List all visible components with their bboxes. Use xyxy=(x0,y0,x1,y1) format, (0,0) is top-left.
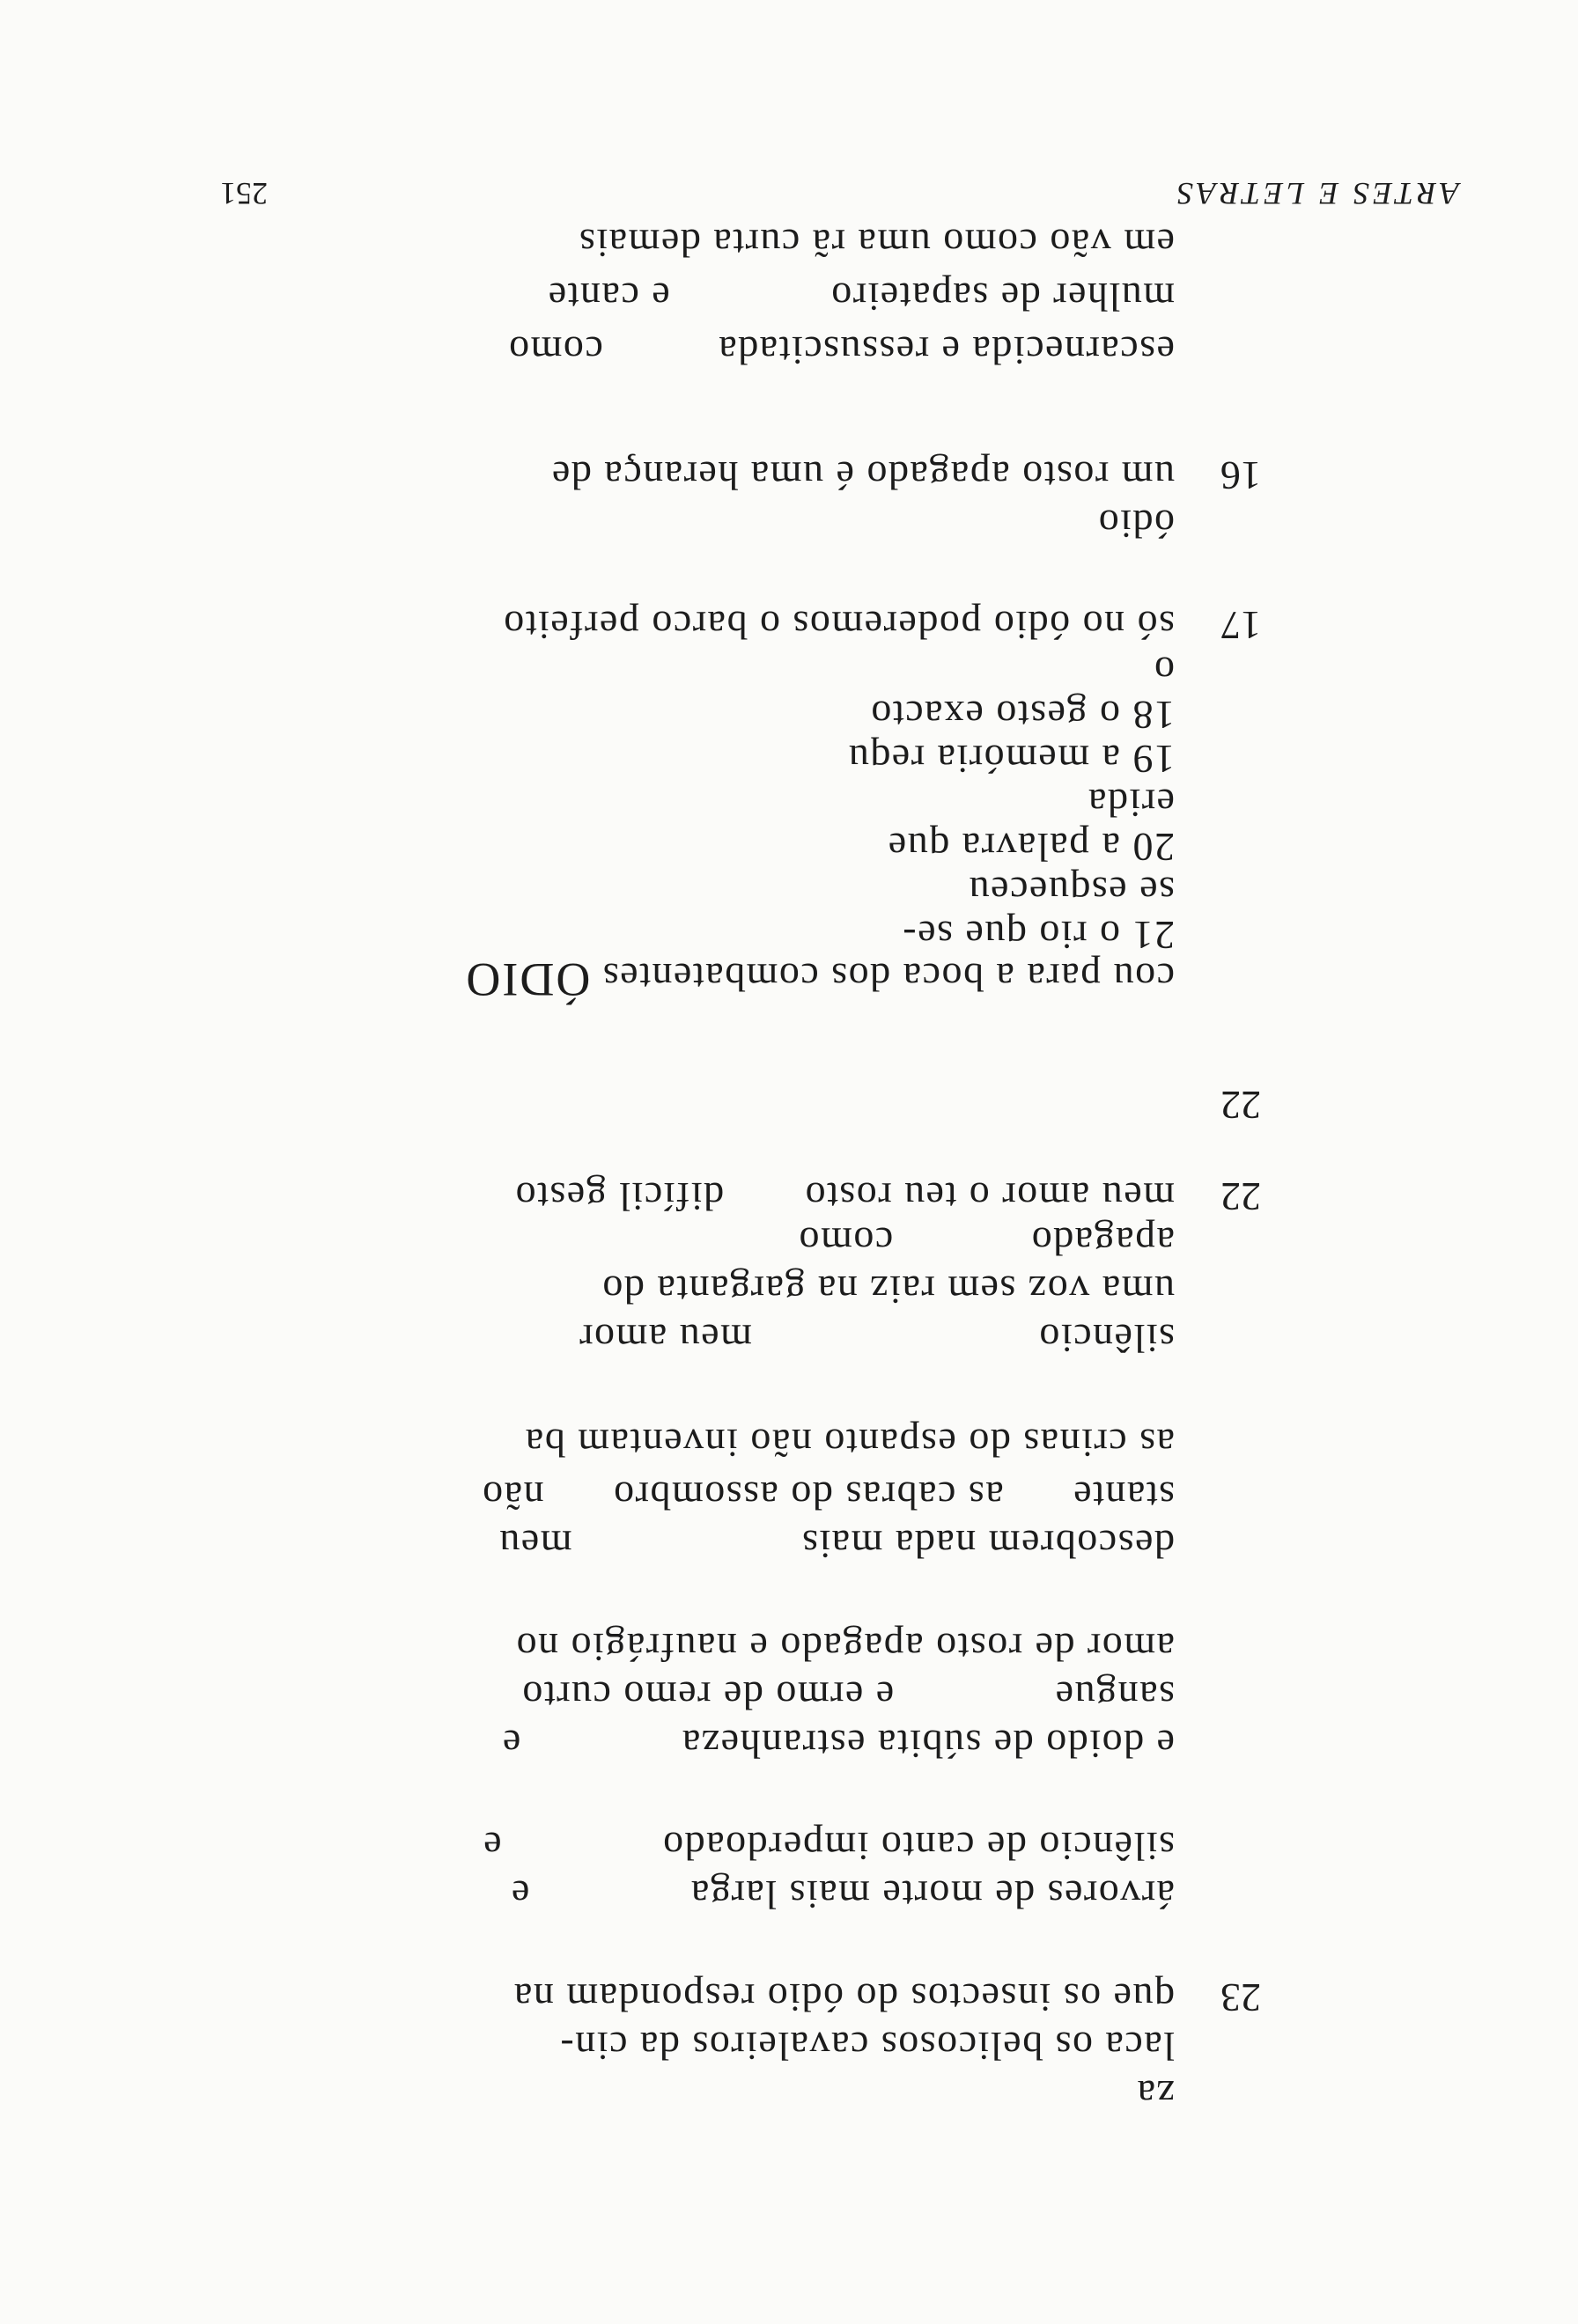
stanza-number: 23 xyxy=(1220,1975,1261,2020)
poem-line: 20 a palavra que xyxy=(887,825,1175,870)
poem-line-text: cou para a boca dos combatentes xyxy=(601,955,1175,1000)
poem-line: za xyxy=(1136,2072,1175,2117)
poem-line: 18 o gesto exacto xyxy=(869,693,1175,738)
poem-line: stante as cabras do assombro não xyxy=(481,1474,1175,1519)
poem-line: ódio xyxy=(1097,502,1175,547)
page-number: 251 xyxy=(220,176,268,211)
poem-line: se esquecеu xyxy=(968,869,1175,914)
poem-line: as crinas do espanto não inventam ba xyxy=(524,1421,1175,1466)
poem-line: um rosto apagado é uma herança de xyxy=(550,453,1175,498)
poem-line: laca os belicosos cavaleiros da cin- xyxy=(558,2024,1175,2069)
poem-line: mulher de sapateiro e cante xyxy=(547,275,1175,320)
running-title: ARTES E LETRAS xyxy=(1174,176,1459,211)
poem-line: erida xyxy=(1087,781,1175,826)
poem-line: descobrem nada mais meu xyxy=(498,1522,1175,1567)
poem-line: só no ódio poderemos o barco perfeito xyxy=(502,603,1175,648)
poem-line: apagado como xyxy=(798,1219,1175,1264)
poem-line: escarnecida e ressuscitada como xyxy=(507,328,1175,373)
poem-line: árvores de morte mais larga e xyxy=(510,1872,1175,1917)
poem-line: silêncio meu amor xyxy=(578,1316,1175,1361)
stanza-number: 16 xyxy=(1220,453,1261,498)
section-number: 22 xyxy=(1220,1083,1261,1128)
stanza-number: 17 xyxy=(1220,603,1261,648)
poem-line: em vão como uma rã curta demais xyxy=(578,221,1175,266)
poem-line: sangue e ermo de remo curto xyxy=(520,1673,1175,1718)
poem-line-final xyxy=(464,953,1175,1006)
emphasis-word: ÓDIO xyxy=(464,953,591,1006)
stanza-number: 22 xyxy=(1220,1174,1261,1219)
poem-line: amor de rosto apagado e naufrágio no xyxy=(515,1625,1175,1670)
poem-line: o xyxy=(1153,649,1175,694)
poem-line: silêncio de canto imperdoado e xyxy=(482,1824,1175,1869)
poem-line: uma voz sem raiz na garganta do xyxy=(601,1268,1175,1313)
poem-line: 21 o rio que se- xyxy=(901,913,1175,958)
poem-line: e doido de súbita estranheza e xyxy=(501,1722,1175,1767)
poem-line: que os insectos do ódio respondam na xyxy=(512,1975,1175,2020)
poem-line: 19 a memória requ xyxy=(847,737,1175,782)
poem-line: meu amor o teu rosto difícil gesto xyxy=(514,1174,1175,1219)
